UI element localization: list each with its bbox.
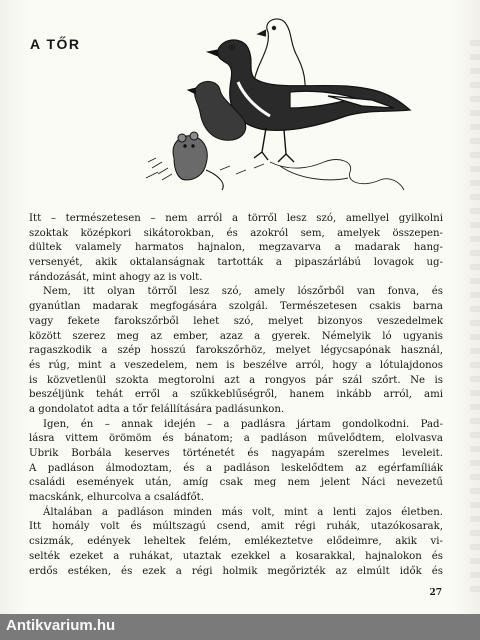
text-line: Ubrik Borbála keserves történetét és nagyapám szerelmes leveleit. xyxy=(29,448,443,459)
text-line: és rúg, mint a veszedelem, nem is beszélve arról, hogy a lótulajdonos xyxy=(29,359,443,371)
chapter-title: A TŐR xyxy=(30,36,81,52)
paragraph-3 xyxy=(29,418,443,506)
text-line: selték ezeket a ruhákat, utaztak ezekkel a kosarakkal, hajnalokon és xyxy=(29,550,443,562)
text-line: Itt homály volt és múltszagú csend, amit régi ruhák, utazókosarak, xyxy=(29,521,443,533)
text-line: beszéljünk tehát erről a szűkkeblűségről, hanem inkább arról, ami xyxy=(29,389,443,401)
watermark-text: Antikvarium.hu xyxy=(6,617,116,634)
paragraph-4 xyxy=(29,506,443,579)
bleed-through-shadow xyxy=(470,40,480,600)
text-line: rándozását, mint ahogy az is volt. xyxy=(29,271,203,283)
text-line: szoktak középkori sikátorokban, és azokról sem, amelyek összepen- xyxy=(29,227,443,239)
text-line: gyanútlan madarak megfogására szolgál. Természetesen csakis barna xyxy=(29,301,443,313)
paragraph-2 xyxy=(29,285,443,417)
text-line: csizmák, edények leheltek felém, emlékeztetve elődeimre, akik vi- xyxy=(29,536,443,548)
text-line: macskánk, elhurcolva a családfőt. xyxy=(29,492,204,504)
page-number: 27 xyxy=(429,588,442,598)
text-line: ragaszkodik a szép hosszú farokszőrhöz, melyet légycsapónak használ, xyxy=(29,345,443,357)
mouse-drawing xyxy=(173,132,223,190)
text-line: Általában a padláson minden más volt, mint a lenti zajos életben. xyxy=(43,506,443,518)
text-line: a gondolatot adta a tőr felállítására padlásunkon. xyxy=(29,403,285,415)
text-line: Igen, én – annak idején – a padlásra jártam gondolkodni. Pad- xyxy=(43,418,443,430)
text-line: családi események után, amíg csak meg nem jelent Náci nevezetű xyxy=(29,477,443,489)
text-line: dültek valamely harmatos hajnalon, megzavarva a madarak hang- xyxy=(29,242,443,254)
text-line: vagy fekete farokszőrből lehet szó, melyet bizonyos veszedelmek xyxy=(29,315,443,327)
text-line: versenyét, akik oktalanságnak tartották a pipaszárlábú lovagok ug- xyxy=(29,257,443,269)
dark-pigeon-drawing xyxy=(208,40,410,162)
watermark-bar xyxy=(0,614,480,640)
paragraph-1 xyxy=(29,212,443,285)
text-line: Nem, itt olyan törről lesz szó, amely lószőrből van fonva, és xyxy=(43,286,443,298)
body-text xyxy=(29,212,443,579)
text-line: A padláson álmodoztam, és a padláson leskelődtem az egérfamíliák xyxy=(29,462,443,474)
text-line: között szerez meg az ember, azaz a gyerek. Némelyik ló ugyanis xyxy=(29,330,443,342)
text-line: is közvetlenül szokta megtorolni azt a rongyos pár szál szőrt. Ne is xyxy=(29,374,443,386)
pigeons-and-mouse-illustration xyxy=(140,12,430,197)
text-line: Itt – természetesen – nem arról a törről lesz szó, amellyel gyilkolni xyxy=(29,213,443,224)
text-line: lásra vittem örömöm és bánatom; a padláson művelődtem, elolvasva xyxy=(29,433,443,445)
text-line: erdős estéken, és ezek a régi holmik megőrizték az elmúlt idők és xyxy=(29,565,443,577)
